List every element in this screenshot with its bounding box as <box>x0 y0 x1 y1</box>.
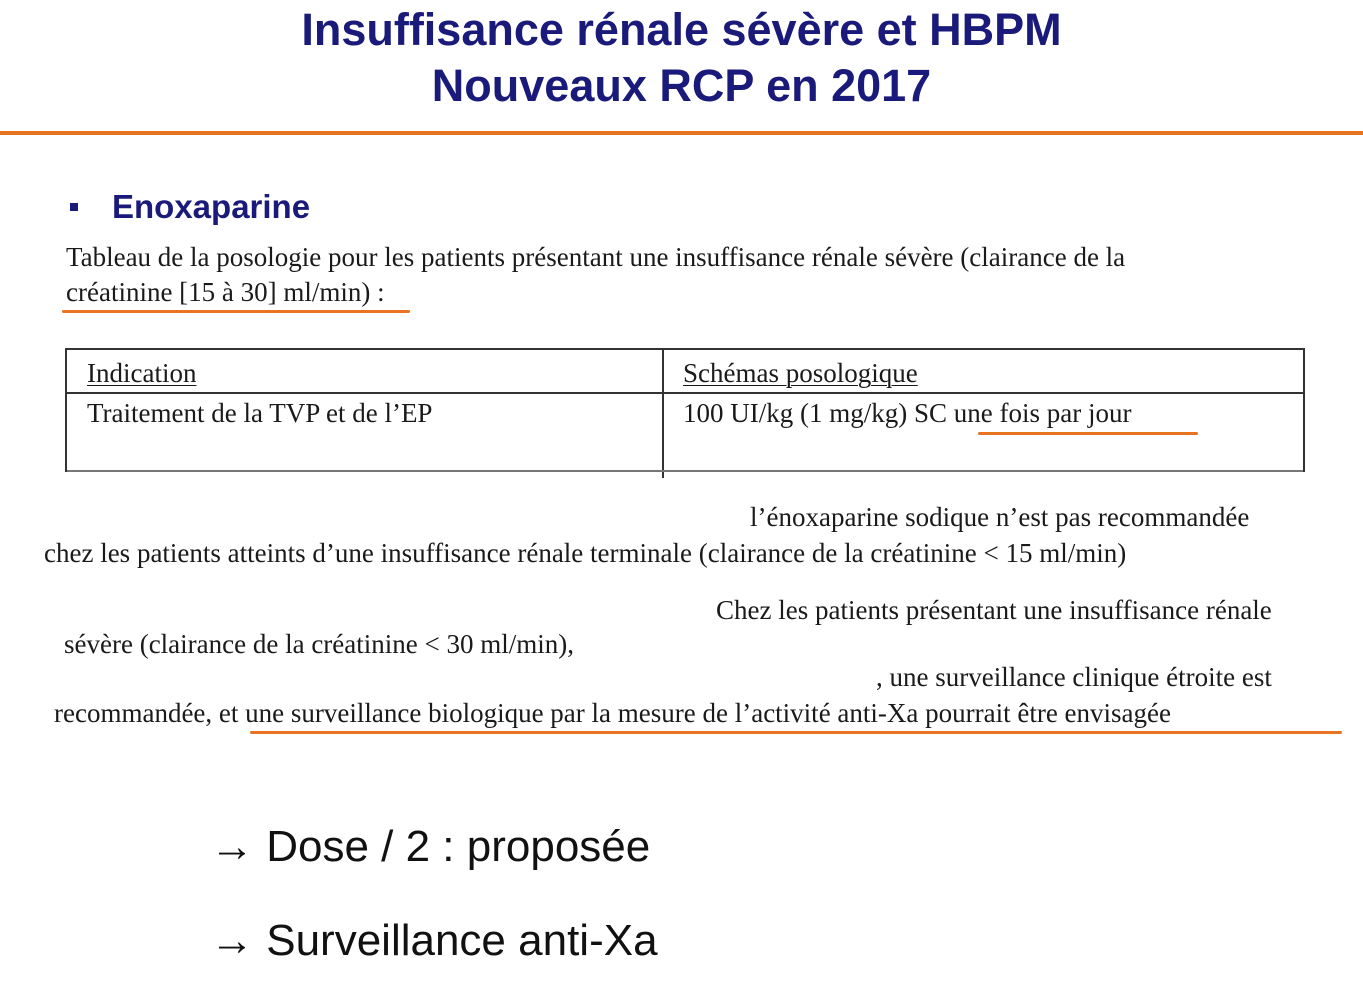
paragraph2-line-2: sévère (clairance de la créatinine < 30 ml/min), <box>64 629 574 659</box>
table-header-divider <box>67 392 1303 394</box>
table-cell-schema: 100 UI/kg (1 mg/kg) SC une fois par jour <box>683 398 1132 428</box>
section-heading: Enoxaparine <box>112 188 311 225</box>
table-bottom-edge <box>67 470 1303 472</box>
title-line-1: Insuffisance rénale sévère et HBPM <box>301 4 1062 55</box>
paragraph2-line-1: Chez les patients présentant une insuffisance rénale <box>716 595 1272 625</box>
paragraph1-line-2: chez les patients atteints d’une insuffisance rénale terminale (clairance de la créatinine < 15 ml/min) <box>44 538 1127 568</box>
conclusion-surveillance: → Surveillance anti-Xa <box>210 916 658 965</box>
paragraph2-line-3: , une surveillance clinique étroite est <box>876 662 1272 692</box>
dosage-table <box>65 348 1305 472</box>
bullet-square-icon <box>70 203 78 211</box>
slide-title <box>0 2 1363 114</box>
table-column-divider <box>662 350 664 478</box>
intro-line-2: créatinine [15 à 30] ml/min) : <box>66 277 385 307</box>
conclusion-dose: → Dose / 2 : proposée <box>210 822 651 871</box>
paragraph1-line-1: l’énoxaparine sodique n’est pas recommandée <box>750 502 1250 532</box>
title-line-2: Nouveaux RCP en 2017 <box>431 60 932 111</box>
highlight-underline-once-daily <box>978 432 1198 435</box>
highlight-underline-intro <box>62 310 410 313</box>
table-cell-indication: Traitement de la TVP et de l’EP <box>87 398 433 428</box>
intro-line-1: Tableau de la posologie pour les patients présentant une insuffisance rénale sévère (clairance de la <box>66 242 1126 272</box>
highlight-underline-anti-xa <box>250 731 1342 734</box>
paragraph2-line-4: recommandée, et une surveillance biologique par la mesure de l’activité anti-Xa pourrait être envisagée <box>54 698 1172 728</box>
table-header-indication: Indication <box>87 358 197 388</box>
table-header-schema: Schémas posologique <box>683 358 918 388</box>
title-divider <box>0 131 1363 135</box>
